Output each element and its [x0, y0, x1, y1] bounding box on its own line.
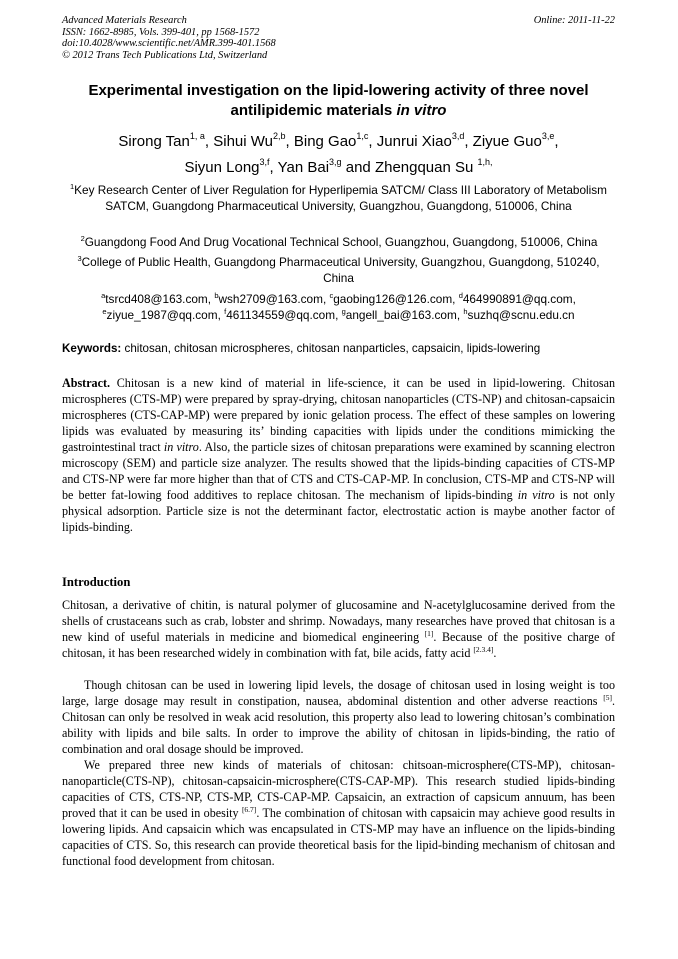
keywords	[62, 341, 622, 356]
affiliation-1: $^1$Key Research Center of Liver Regulation for Hyperlipemia SATCM/ Class III Laboratory of Metabolism SATCM, Guangdong Pharmaceutical University, Guangzhou, Guangdong, 510006, China	[70, 182, 607, 213]
running-header	[62, 15, 615, 61]
affiliation-2: $^2$Guangdong Food And Drug Vocational Technical School, Guangzhou, Guangdong, 510006, China	[80, 234, 598, 249]
author: Siyun Long	[184, 159, 260, 176]
section-heading-introduction: Introduction	[62, 575, 131, 589]
keywords-label: Keywords:	[62, 342, 122, 355]
paper-title	[62, 81, 615, 121]
online-date: Online: 2011-11-22	[533, 15, 615, 26]
email[interactable]: ziyue_1987@qq.com	[106, 308, 218, 322]
email[interactable]: 464990891@qq.com	[462, 292, 573, 306]
citation: [6.7]	[241, 805, 257, 814]
author: Sirong Tan	[118, 133, 190, 150]
keywords-text: chitosan, chitosan microspheres, chitosan nanparticles, capsaicin, lipids-lowering	[124, 342, 541, 355]
email[interactable]: wsh2709@163.com	[218, 292, 323, 306]
journal-name: Advanced Materials Research	[62, 15, 187, 26]
citation: [1]	[424, 629, 434, 638]
author: Ziyue Guo	[472, 133, 542, 150]
email[interactable]: gaobing126@126.com	[333, 292, 453, 306]
intro-paragraph-1: Chitosan, a derivative of chitin, is natural polymer of glucosamine and N-acetylglucosamine derived from the shells of crustaceans such as crab, lobster and shrimp. Nowadays, many researches have proved that chitosan is a new kind of useful materials in medicine and biomedical engineering [1]. Because of the positive charge of chitosan, it has been researched widely in combination with fat, bile acids, fatty acid [2.3.4].	[62, 598, 615, 660]
email[interactable]: suzhq@scnu.edu.cn	[467, 308, 575, 322]
email[interactable]: angell_bai@163.com	[345, 308, 457, 322]
intro-paragraph-3: We prepared three new kinds of materials of chitosan: chitsoan-microsphere(CTS-MP), chitosan-nanoparticle(CTS-NP), chitosan-capsaicin-microsphere(CTS-CAP-MP). This research studied lipids-binding capacities of CTS, CTS-NP, CTS-MP, CTS-CAP-MP. Capsaicin, an extraction of capsicum annuum, has been proved that it can be used in obesity [6.7]. The combination of chitosan with capsaicin may achieve good results in lowering lipids. And capsaicin which was encapsulated in CTS-MP may have an influence on the lipids-binding capacities of CTS. So, this research can provide theoretical basis for the lipid-binding mechanism of chitosan and functional food development from chitosan.	[62, 758, 615, 868]
author: Yan Bai	[277, 159, 330, 176]
email[interactable]: 461134559@qq.com	[226, 308, 336, 322]
author: Sihui Wu	[213, 133, 273, 150]
copyright-line: © 2012 Trans Tech Publications Ltd, Switzerland	[62, 49, 268, 61]
abstract: Abstract. Chitosan is a new kind of material in life-science, it can be used in lipid-lowering. Chitosan microspheres (CTS-MP) were prepared by spray-drying, chitosan nanoparticles (CTS-NP) and chitosan-capsaicin microspheres (CTS-CAP-MP) were prepared by ionic gelation process. The effect of these samples on lowering lipids was evaluated by measuring its’ binding capacities with lipids under the conditions mimicking the gastrointestinal tract in vitro. Also, the particle sizes of chitosan preparations were examined by scanning electron microscopy (SEM) and particle size analyzer. The results showed that the lipids-binding capacities of CTS-MP and CTS-NP were far more higher than that of CTS and CTS-CAP-MP. In conclusion, CTS-MP and CTS-NP will be better fat-lowing food additives to replace chitosan. The mechanism of lipids-binding in vitro is not only physical adsorption. Particle size is not the determinant factor, electrostatic action is maybe another factor of lipids-binding.	[62, 376, 616, 534]
author: Junrui Xiao	[376, 133, 452, 150]
author: Bing Gao	[293, 133, 357, 150]
intro-paragraph-2: Though chitosan can be used in lowering lipid levels, the dosage of chitosan used in losing weight is too large, large dosage may result in constipation, nausea, abdominal distention and other adverse reactions [5]. Chitosan can only be resolved in weak acid resolution, this property also lead to lowering chitosan’s combination ability with lipids and bile salts. In order to improve the ability of chitosan in lipids-binding, the ratio of combination and oral dosage should be improved.	[62, 678, 615, 756]
abstract-label: Abstract.	[62, 376, 111, 390]
doi-line: doi:10.4028/www.scientific.net/AMR.399-401.1568	[62, 38, 276, 50]
title-line-1: Experimental investigation on the lipid-lowering activity of three novel	[88, 82, 589, 99]
email[interactable]: tsrcd408@163.com	[105, 292, 208, 306]
issn-line: ISSN: 1662-8985, Vols. 399-401, pp 1568-1572	[62, 26, 260, 38]
author: Zhengquan Su	[374, 159, 474, 176]
affiliation-3: $^3$College of Public Health, Guangdong Pharmaceutical University, Guangzhou, Guangdong, 510240, China	[77, 254, 600, 285]
author-list: Sirong Tan$^{1, a}$, Sihui Wu$^{2,b}$, Bing Gao$^{1,c}$, Junrui Xiao$^{3,d}$, Ziyue Guo$^{3,e}$, Siyun Long$^{3,f}$, Yan Bai$^{3,g}$ and Zhengquan Su $^{1,h,}$	[118, 131, 559, 176]
citation: [2.3.4]	[473, 645, 494, 654]
email-list: $^a$tsrcd408@163.com, $^b$wsh2709@163.com, $^c$gaobing126@126.com, $^d$464990891@qq.com, $^e$ziyue_1987@qq.com, $^f$461134559@qq.com, $^g$angell_bai@163.com, $^h$suzhq@scnu.edu.cn	[101, 291, 576, 322]
title-line-2: antilipidemic materials in vitro	[230, 102, 447, 119]
citation: [5]	[603, 693, 612, 702]
